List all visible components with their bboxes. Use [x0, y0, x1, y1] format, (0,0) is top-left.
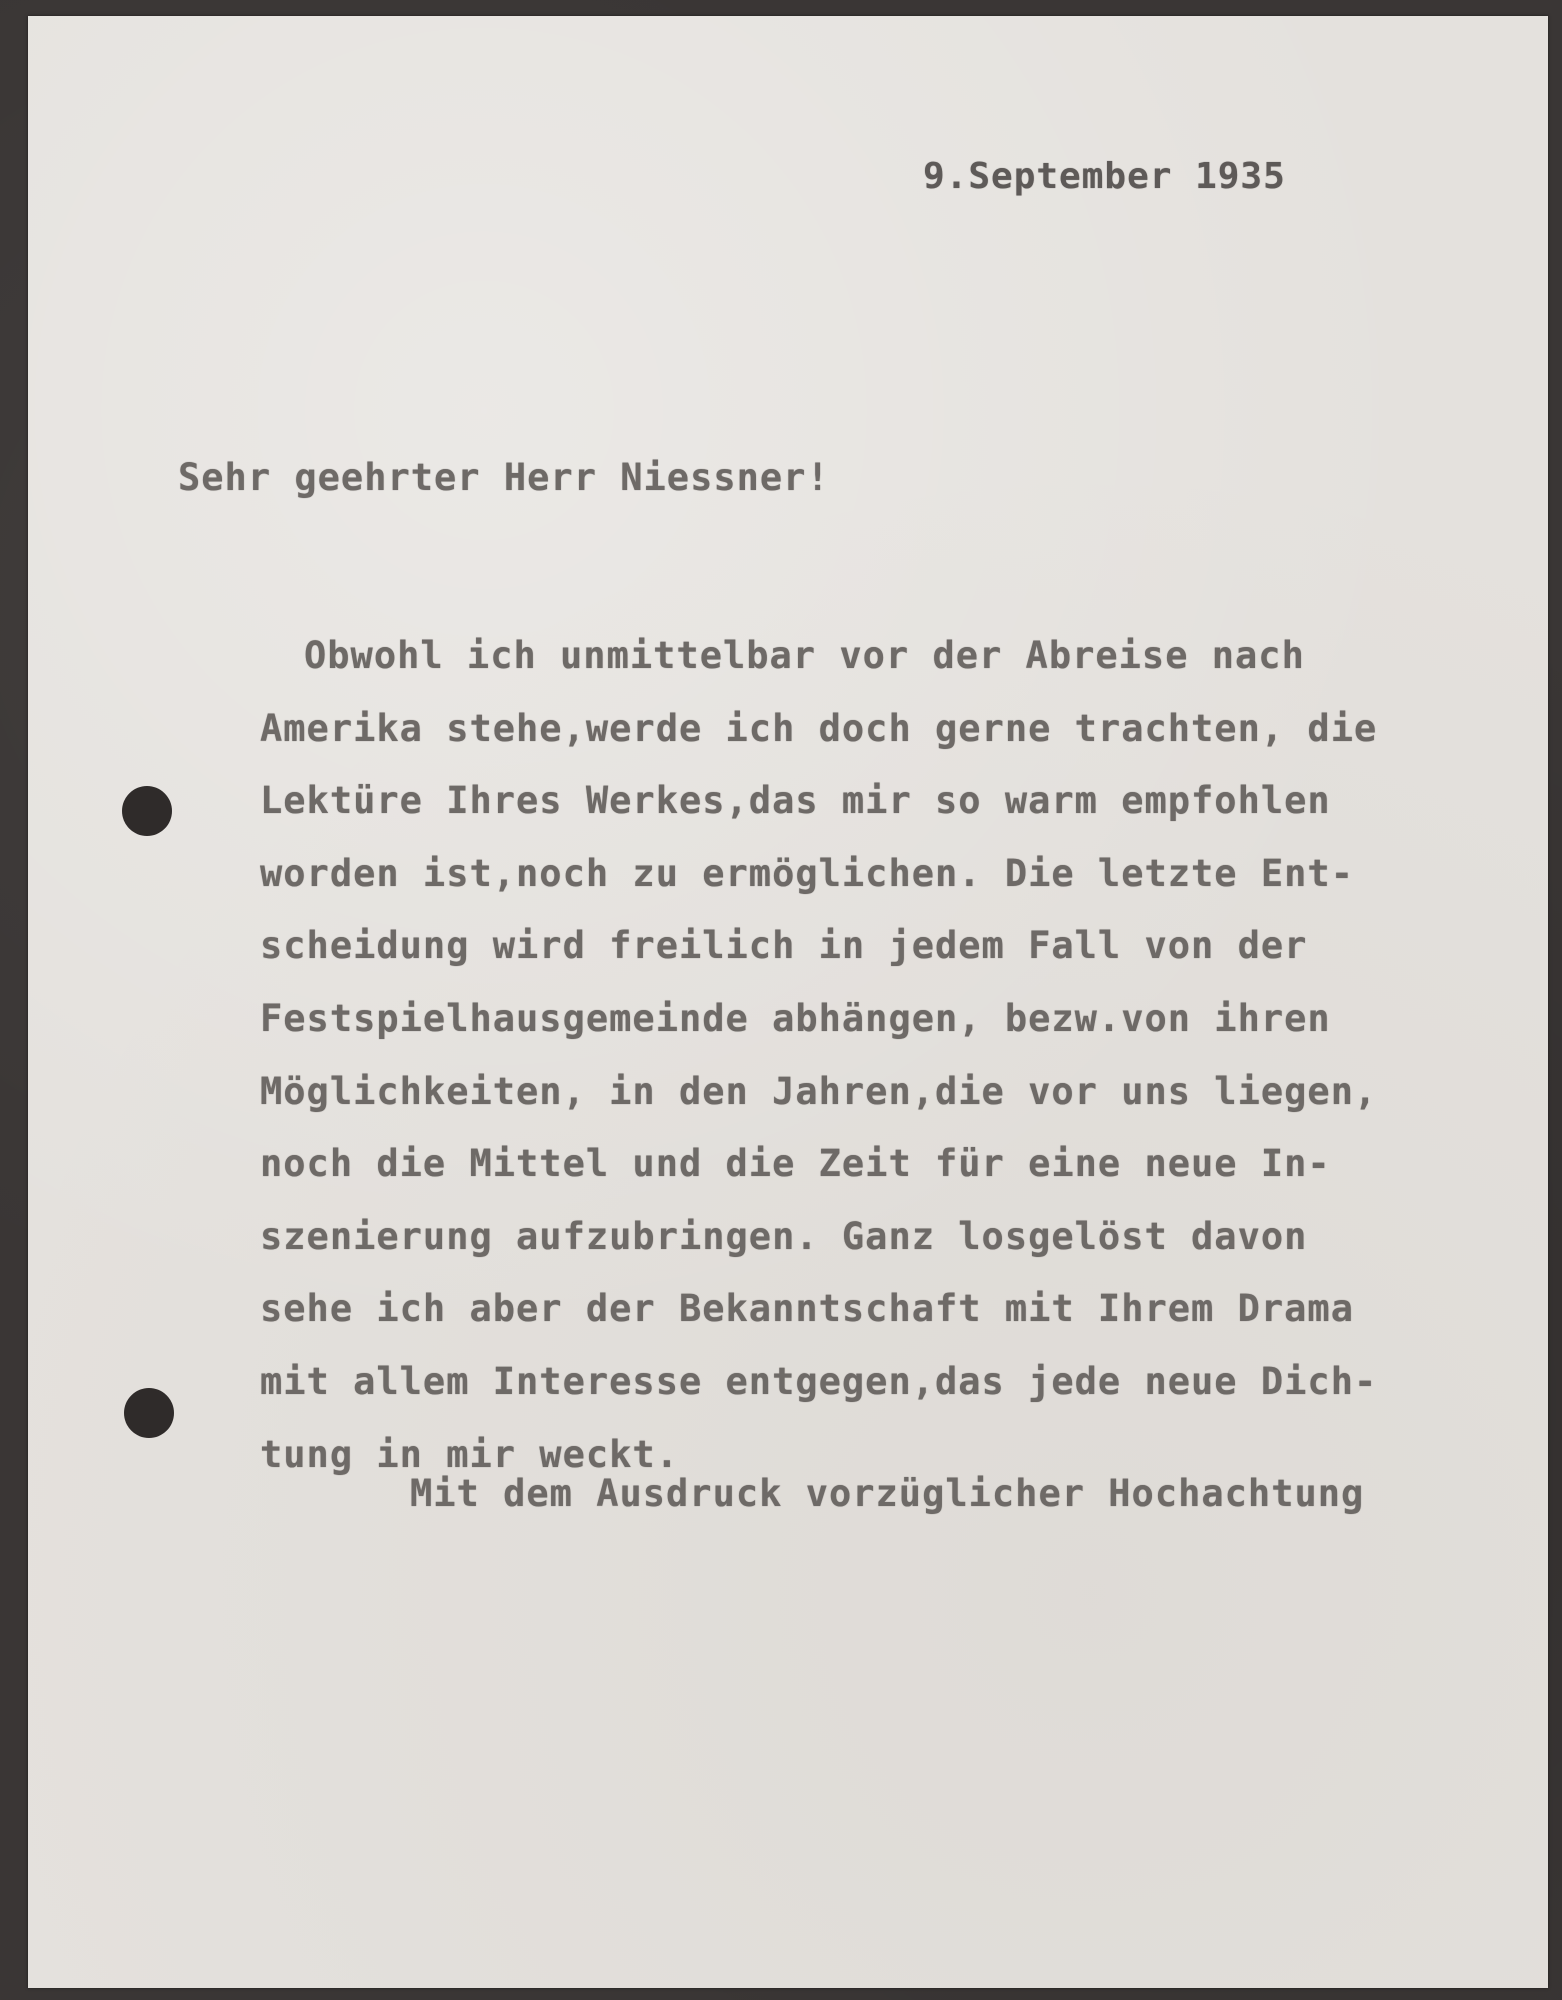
body-line: szenierung aufzubringen. Ganz losgelöst davon	[260, 1214, 1308, 1258]
body-line: Lektüre Ihres Werkes,das mir so warm empfohlen	[260, 779, 1331, 823]
punch-hole-bottom	[124, 1388, 174, 1438]
body-line: Obwohl ich unmittelbar vor der Abreise nach	[304, 634, 1305, 677]
body-line: noch die Mittel und die Zeit für eine neue In-	[260, 1142, 1331, 1186]
letter-body	[260, 620, 1377, 1491]
letter-date: 9.September 1935	[923, 156, 1286, 197]
letter-closing: Mit dem Ausdruck vorzüglicher Hochachtung	[410, 1472, 1365, 1515]
letter-salutation: Sehr geehrter Herr Niessner!	[178, 456, 830, 499]
letter-sheet	[28, 16, 1548, 1988]
punch-hole-top	[122, 786, 172, 836]
body-line: worden ist,noch zu ermöglichen. Die letzte Ent-	[260, 851, 1354, 895]
body-line: sehe ich aber der Bekanntschaft mit Ihrem Drama	[260, 1287, 1354, 1331]
body-line: Möglichkeiten, in den Jahren,die vor uns liegen,	[260, 1069, 1378, 1113]
body-line: scheidung wird freilich in jedem Fall von der	[260, 924, 1308, 968]
body-line: tung in mir weckt.	[260, 1432, 679, 1476]
body-line: Festspielhausgemeinde abhängen, bezw.von ihren	[260, 996, 1331, 1040]
body-line: Amerika stehe,werde ich doch gerne trachten, die	[260, 706, 1378, 750]
body-line: mit allem Interesse entgegen,das jede neue Dich-	[260, 1359, 1378, 1403]
